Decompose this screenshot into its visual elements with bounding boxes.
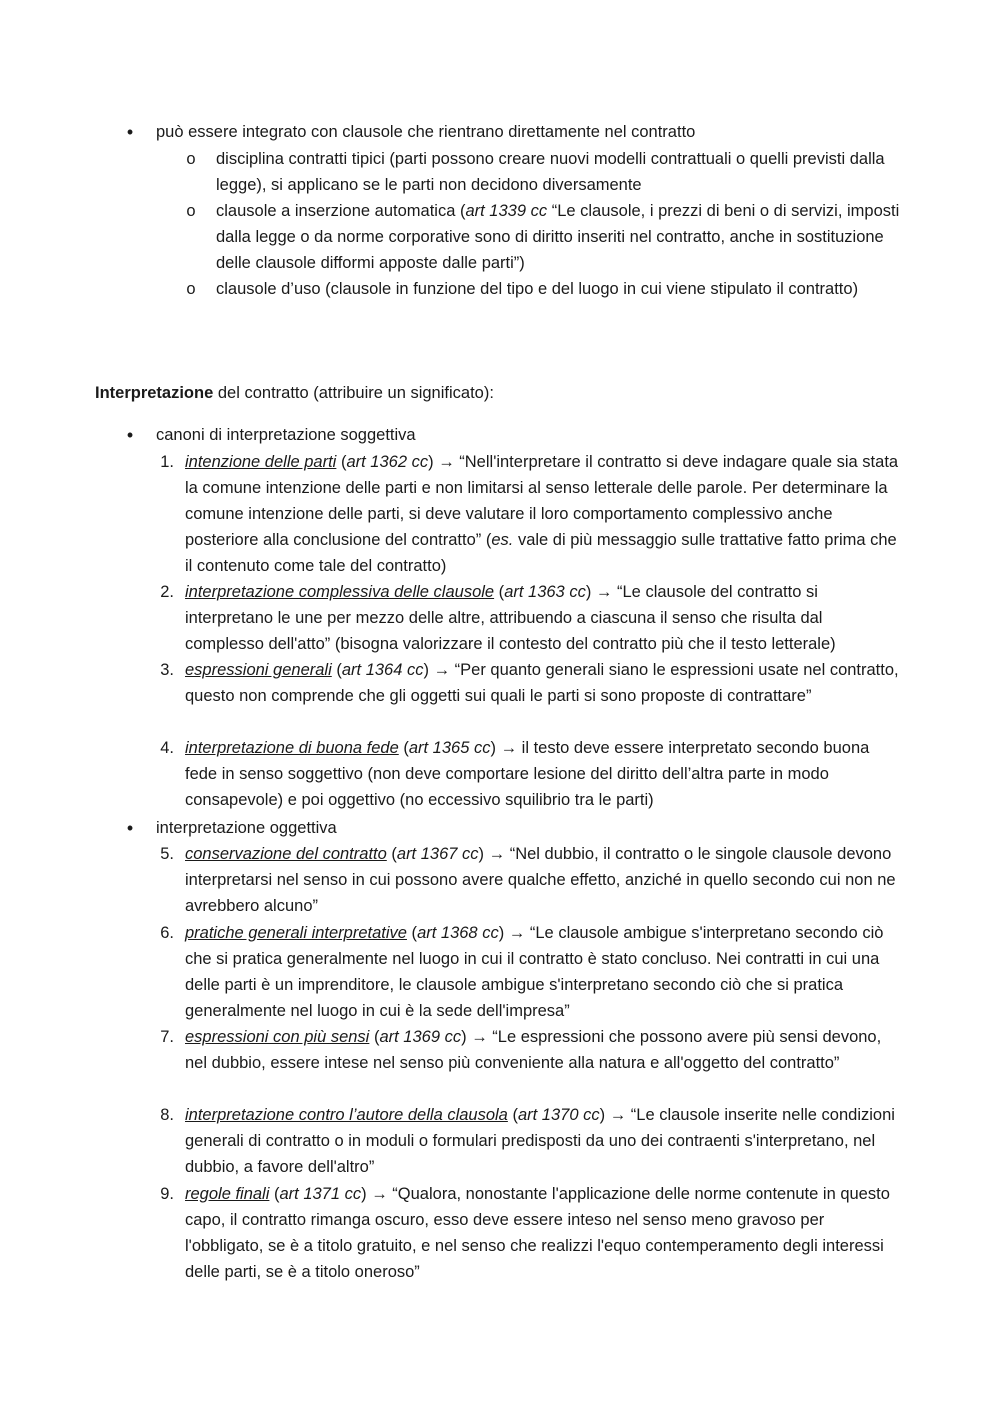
article-ref: art 1370 cc — [517, 1106, 600, 1124]
article-ref: art 1363 cc — [504, 583, 586, 601]
arrow-icon: → — [595, 583, 613, 601]
item-number: 7. — [160, 1028, 174, 1046]
sub-item-text: disciplina contratti tipici (parti possono creare nuovi modelli contrattuali o quelli previsti dalla legge), si applicano se le parti non decidono diversamente — [216, 150, 885, 194]
item-term: pratiche generali interpretative — [185, 924, 407, 942]
item-text: espressioni con più sensi (art 1369 cc) → “Le espressioni che possono avere più sensi devono, nel dubbio, essere intese nel senso più conveniente alla natura e all'oggetto del contratto” — [185, 1028, 882, 1072]
arrow-icon: → — [609, 1106, 627, 1124]
bullet-dot: • — [126, 122, 134, 142]
arrow-icon: → — [488, 845, 506, 863]
bullet-dot: • — [126, 818, 134, 838]
item-text: interpretazione contro l’autore della clausola (art 1370 cc) → “Le clausole inserite nelle condizioni generali di contratto o in moduli o formulari predisposti da uno dei contraenti s'interpretano, nel dubbio, a favore dell'altro” — [185, 1106, 895, 1176]
article-ref: art 1369 cc — [379, 1028, 462, 1046]
item-text: interpretazione di buona fede (art 1365 cc) → il testo deve essere interpretato secondo buona fede in senso soggettivo (non deve comportare lesione del diritto dell’altra parte in modo consapevole) e poi oggettivo (no eccessivo squilibrio tra le parti) — [185, 739, 870, 809]
item-number: 3. — [160, 661, 174, 679]
sub-item-text: clausole a inserzione automatica (art 1339 cc “Le clausole, i prezzi di beni o di servizi, imposti dalla legge o da norme corporative sono di diritto inseriti nel contratto, anche in sostituzione delle clausole difformi apposte dalle parti”) — [216, 202, 900, 272]
circle-bullet: o — [186, 202, 196, 220]
item-number: 4. — [160, 739, 174, 757]
arrow-icon: → — [508, 924, 526, 942]
bullet-text: canoni di interpretazione soggettiva — [156, 426, 416, 444]
arrow-icon: → — [371, 1185, 388, 1203]
bullet-dot: • — [126, 425, 134, 445]
item-term: interpretazione complessiva delle clausole — [185, 583, 495, 601]
item-term: espressioni generali — [185, 661, 332, 679]
item-term: intenzione delle parti — [185, 453, 337, 471]
item-number: 9. — [160, 1185, 174, 1203]
circle-bullet: o — [186, 280, 196, 298]
item-text: interpretazione complessiva delle clausole (art 1363 cc) → “Le clausole del contratto si interpretano le une per mezzo delle altre, attribuendo a ciascuna il senso che risulta dal complesso dell'atto” (bisogna valorizzare il contesto del contratto più che il testo letterale) — [185, 583, 836, 653]
sub-item-text: clausole d’uso (clausole in funzione del tipo e del luogo in cui viene stipulato il contratto) — [216, 280, 859, 298]
arrow-icon: → — [471, 1028, 488, 1046]
item-term: interpretazione di buona fede — [185, 739, 399, 757]
item-term: conservazione del contratto — [185, 845, 387, 863]
arrow-icon: → — [433, 661, 451, 679]
section-heading: Interpretazione del contratto (attribuire un significato): — [95, 384, 494, 402]
article-ref: art 1364 cc — [341, 661, 424, 679]
item-number: 8. — [160, 1106, 174, 1124]
item-text: intenzione delle parti (art 1362 cc) → “Nell'interpretare il contratto si deve indagare quale sia stata la comune intenzione delle parti e non limitarsi al senso letterale delle parole. Per determinare la comune intenzione delle parti, si deve valutare il loro comportamento complessivo anche posteriore alla conclusione del contratto” (es. vale di più messaggio sulle trattative fatto prima che il contenuto come tale del contratto) — [185, 453, 899, 575]
item-number: 5. — [160, 845, 174, 863]
article-ref: art 1362 cc — [346, 453, 429, 471]
item-term: regole finali — [185, 1185, 270, 1203]
circle-bullet: o — [186, 150, 196, 168]
arrow-icon: → — [438, 453, 455, 471]
article-ref: art 1368 cc — [417, 924, 499, 942]
bullet-text: interpretazione oggettiva — [156, 819, 337, 837]
article-ref: art 1339 cc — [465, 202, 548, 220]
item-text: espressioni generali (art 1364 cc) → “Per quanto generali siano le espressioni usate nel contratto, questo non comprende che gli oggetti sui quali le parti si sono proposte di contrattare” — [185, 661, 899, 705]
item-number: 1. — [160, 453, 174, 471]
item-text: pratiche generali interpretative (art 1368 cc) → “Le clausole ambigue s'interpretano secondo ciò che si pratica generalmente nel luogo in cui il contratto è stato concluso. Nei contratti in cui una delle parti è un imprenditore, le clausole ambigue s'interpretano secondo ciò che si pratica generalmente nel luogo in cui è la sede dell'impresa” — [185, 924, 884, 1020]
bullet-text: può essere integrato con clausole che rientrano direttamente nel contratto — [156, 123, 696, 141]
item-number: 6. — [160, 924, 174, 942]
article-ref: art 1367 cc — [396, 845, 479, 863]
article-ref: art 1365 cc — [408, 739, 491, 757]
arrow-icon: → — [500, 739, 518, 757]
item-number: 2. — [160, 583, 174, 601]
item-term: espressioni con più sensi — [185, 1028, 370, 1046]
item-text: conservazione del contratto (art 1367 cc) → “Nel dubbio, il contratto o le singole clausole devono interpretarsi nel senso in cui possono avere qualche effetto, anziché in quello secondo cui non ne avrebbero alcuno” — [185, 845, 896, 915]
item-term: interpretazione contro l’autore della clausola — [185, 1106, 508, 1124]
article-ref: art 1371 cc — [279, 1185, 362, 1203]
item-text: regole finali (art 1371 cc) → “Qualora, nonostante l'applicazione delle norme contenute in questo capo, il contratto rimanga oscuro, esso deve essere inteso nel senso meno gravoso per l'obbligato, se è a titolo gratuito, e nel senso che realizzi l'equo contemperamento degli interessi delle parti, se è a titolo oneroso” — [185, 1185, 890, 1281]
